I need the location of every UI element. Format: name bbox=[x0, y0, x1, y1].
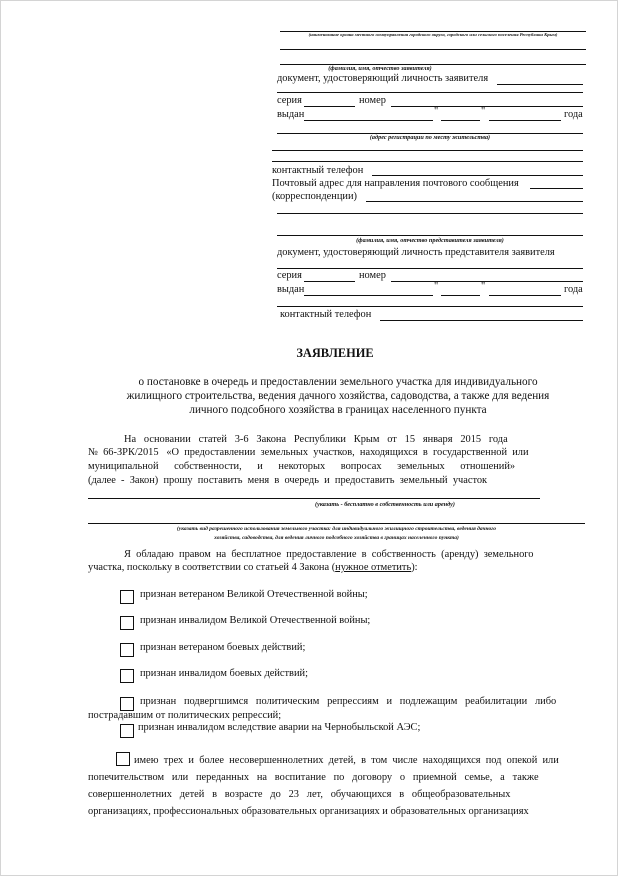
option-7-checkbox[interactable] bbox=[116, 752, 130, 766]
number-line bbox=[391, 106, 583, 107]
rep-id-doc-line bbox=[277, 268, 583, 269]
option-4-checkbox[interactable] bbox=[120, 669, 134, 683]
id-doc-line bbox=[497, 84, 583, 85]
authority-line-2 bbox=[280, 49, 586, 50]
postal-line bbox=[530, 188, 583, 189]
rep-series-line bbox=[304, 281, 355, 282]
series-label: серия bbox=[277, 95, 302, 106]
issued-month-line bbox=[441, 120, 480, 121]
quote-close: " bbox=[481, 106, 486, 117]
rep-address-line bbox=[277, 306, 583, 307]
para1-line-3: муниципальной собственности, и некоторых вопросах земельных отношений» bbox=[88, 461, 516, 472]
issued-line bbox=[304, 120, 433, 121]
phone-label: контактный телефон bbox=[272, 165, 364, 176]
postal-line-2 bbox=[366, 201, 583, 202]
option-3-checkbox[interactable] bbox=[120, 643, 134, 657]
free-line bbox=[88, 498, 540, 499]
right-line-2 bbox=[88, 562, 418, 573]
rep-id-doc-label: документ, удостоверяющий личность представителя заявителя bbox=[277, 247, 555, 258]
rep-number-line bbox=[391, 281, 583, 282]
issued-label: выдан bbox=[277, 109, 305, 120]
subtitle-line-1: о постановке в очередь и предоставлении земельного участка для индивидуального bbox=[138, 376, 538, 388]
option-3-label: признан ветераном боевых действий; bbox=[140, 642, 306, 653]
year-label: года bbox=[564, 109, 583, 120]
address-line-3 bbox=[272, 161, 583, 162]
right-line-2-c: ): bbox=[411, 562, 418, 573]
rep-quote-close: " bbox=[481, 281, 486, 292]
postal-label-2: (корреспонденции) bbox=[272, 191, 357, 202]
page-title: ЗАЯВЛЕНИЕ bbox=[296, 346, 374, 360]
use-line bbox=[88, 523, 585, 524]
rep-issued-label: выдан bbox=[277, 284, 305, 295]
para1-line-4: (далее - Закон) прошу поставить меня в очередь и предоставить земельный участок bbox=[88, 475, 488, 486]
number-label: номер bbox=[359, 95, 386, 106]
option-6-checkbox[interactable] bbox=[120, 724, 134, 738]
authority-caption: (наименование органа местного самоуправления городского округа, городского или сельского поселения Республики Крым) bbox=[308, 32, 558, 37]
right-line-2-a: участка, поскольку в соответствии со статьей 4 Закона ( bbox=[88, 562, 336, 573]
postal-line-3 bbox=[277, 213, 583, 214]
rep-year-label: года bbox=[564, 284, 583, 295]
address-caption: (адрес регистрации по месту жительства) bbox=[369, 134, 491, 141]
option-7-label-cont-3: организациях, профессиональных образовательных организациях и образовательных организациях bbox=[88, 806, 529, 817]
right-line-1: Я обладаю правом на бесплатное предоставление в собственность (аренду) земельного bbox=[124, 549, 534, 560]
option-5-label-cont: пострадавшим от политических репрессий; bbox=[88, 710, 282, 721]
rep-phone-label: контактный телефон bbox=[280, 309, 372, 320]
option-7-label-cont-1: попечительством или переданных на воспитание по договору о приемной семье, а также bbox=[88, 772, 539, 783]
para1-line-2: № 66-ЗРК/2015 «О предоставлении земельных участков, находящихся в государственной или bbox=[88, 447, 529, 458]
free-caption: (указать - бесплатно в собственность или аренду) bbox=[315, 501, 455, 508]
phone-line bbox=[372, 175, 583, 176]
option-5-checkbox[interactable] bbox=[120, 697, 134, 711]
subtitle-line-2: жилищного строительства, ведения дачного хозяйства, садоводства, а также для ведения bbox=[126, 390, 550, 402]
option-1-checkbox[interactable] bbox=[120, 590, 134, 604]
rep-phone-line bbox=[380, 320, 583, 321]
rep-number-label: номер bbox=[359, 270, 386, 281]
option-2-label: признан инвалидом Великой Отечественной войны; bbox=[140, 615, 371, 626]
option-7-label: имею трех и более несовершеннолетних детей, в том числе находящихся под опекой или bbox=[134, 755, 559, 766]
option-6-label: признан инвалидом вследствие аварии на Чернобыльской АЭС; bbox=[138, 722, 421, 733]
applicant-name-caption: (фамилия, имя, отчество заявителя) bbox=[328, 65, 432, 72]
rep-name-line bbox=[277, 235, 583, 236]
id-doc-line-2 bbox=[277, 92, 583, 93]
rep-name-caption: (фамилия, имя, отчество представителя заявителя) bbox=[356, 237, 504, 244]
use-caption-2: хозяйства, садоводства, для ведения личного подсобного хозяйства в границах населенного пункта) bbox=[214, 535, 459, 541]
option-4-label: признан инвалидом боевых действий; bbox=[140, 668, 308, 679]
subtitle-line-3: личного подсобного хозяйства в границах населенного пункта bbox=[189, 404, 487, 416]
option-1-label: признан ветераном Великой Отечественной войны; bbox=[140, 589, 368, 600]
option-5-label: признан подвергшимся политическим репрессиям и подлежащим реабилитации либо bbox=[140, 696, 557, 707]
use-caption-1: (указать вид разрешенного использования земельного участка: для индивидуального жилищного строительства, ведения дачного bbox=[176, 526, 497, 532]
right-line-2-b: нужное отметить bbox=[335, 562, 412, 573]
rep-quote-open: " bbox=[434, 281, 439, 292]
rep-issued-month-line bbox=[441, 295, 480, 296]
rep-issued-line bbox=[304, 295, 433, 296]
issued-year-line bbox=[489, 120, 561, 121]
option-2-checkbox[interactable] bbox=[120, 616, 134, 630]
series-line bbox=[304, 106, 355, 107]
address-line-2 bbox=[272, 150, 583, 151]
quote-open: " bbox=[434, 106, 439, 117]
rep-issued-year-line bbox=[489, 295, 561, 296]
postal-label: Почтовый адрес для направления почтового сообщения bbox=[272, 178, 519, 189]
rep-series-label: серия bbox=[277, 270, 302, 281]
para1-line-1: На основании статей 3-6 Закона Республики Крым от 15 января 2015 года bbox=[124, 434, 508, 445]
id-doc-label: документ, удостоверяющий личность заявителя bbox=[277, 73, 489, 84]
option-7-label-cont-2: совершеннолетних детей в возрасте до 23 лет, обучающихся в общеобразовательных bbox=[88, 789, 511, 800]
